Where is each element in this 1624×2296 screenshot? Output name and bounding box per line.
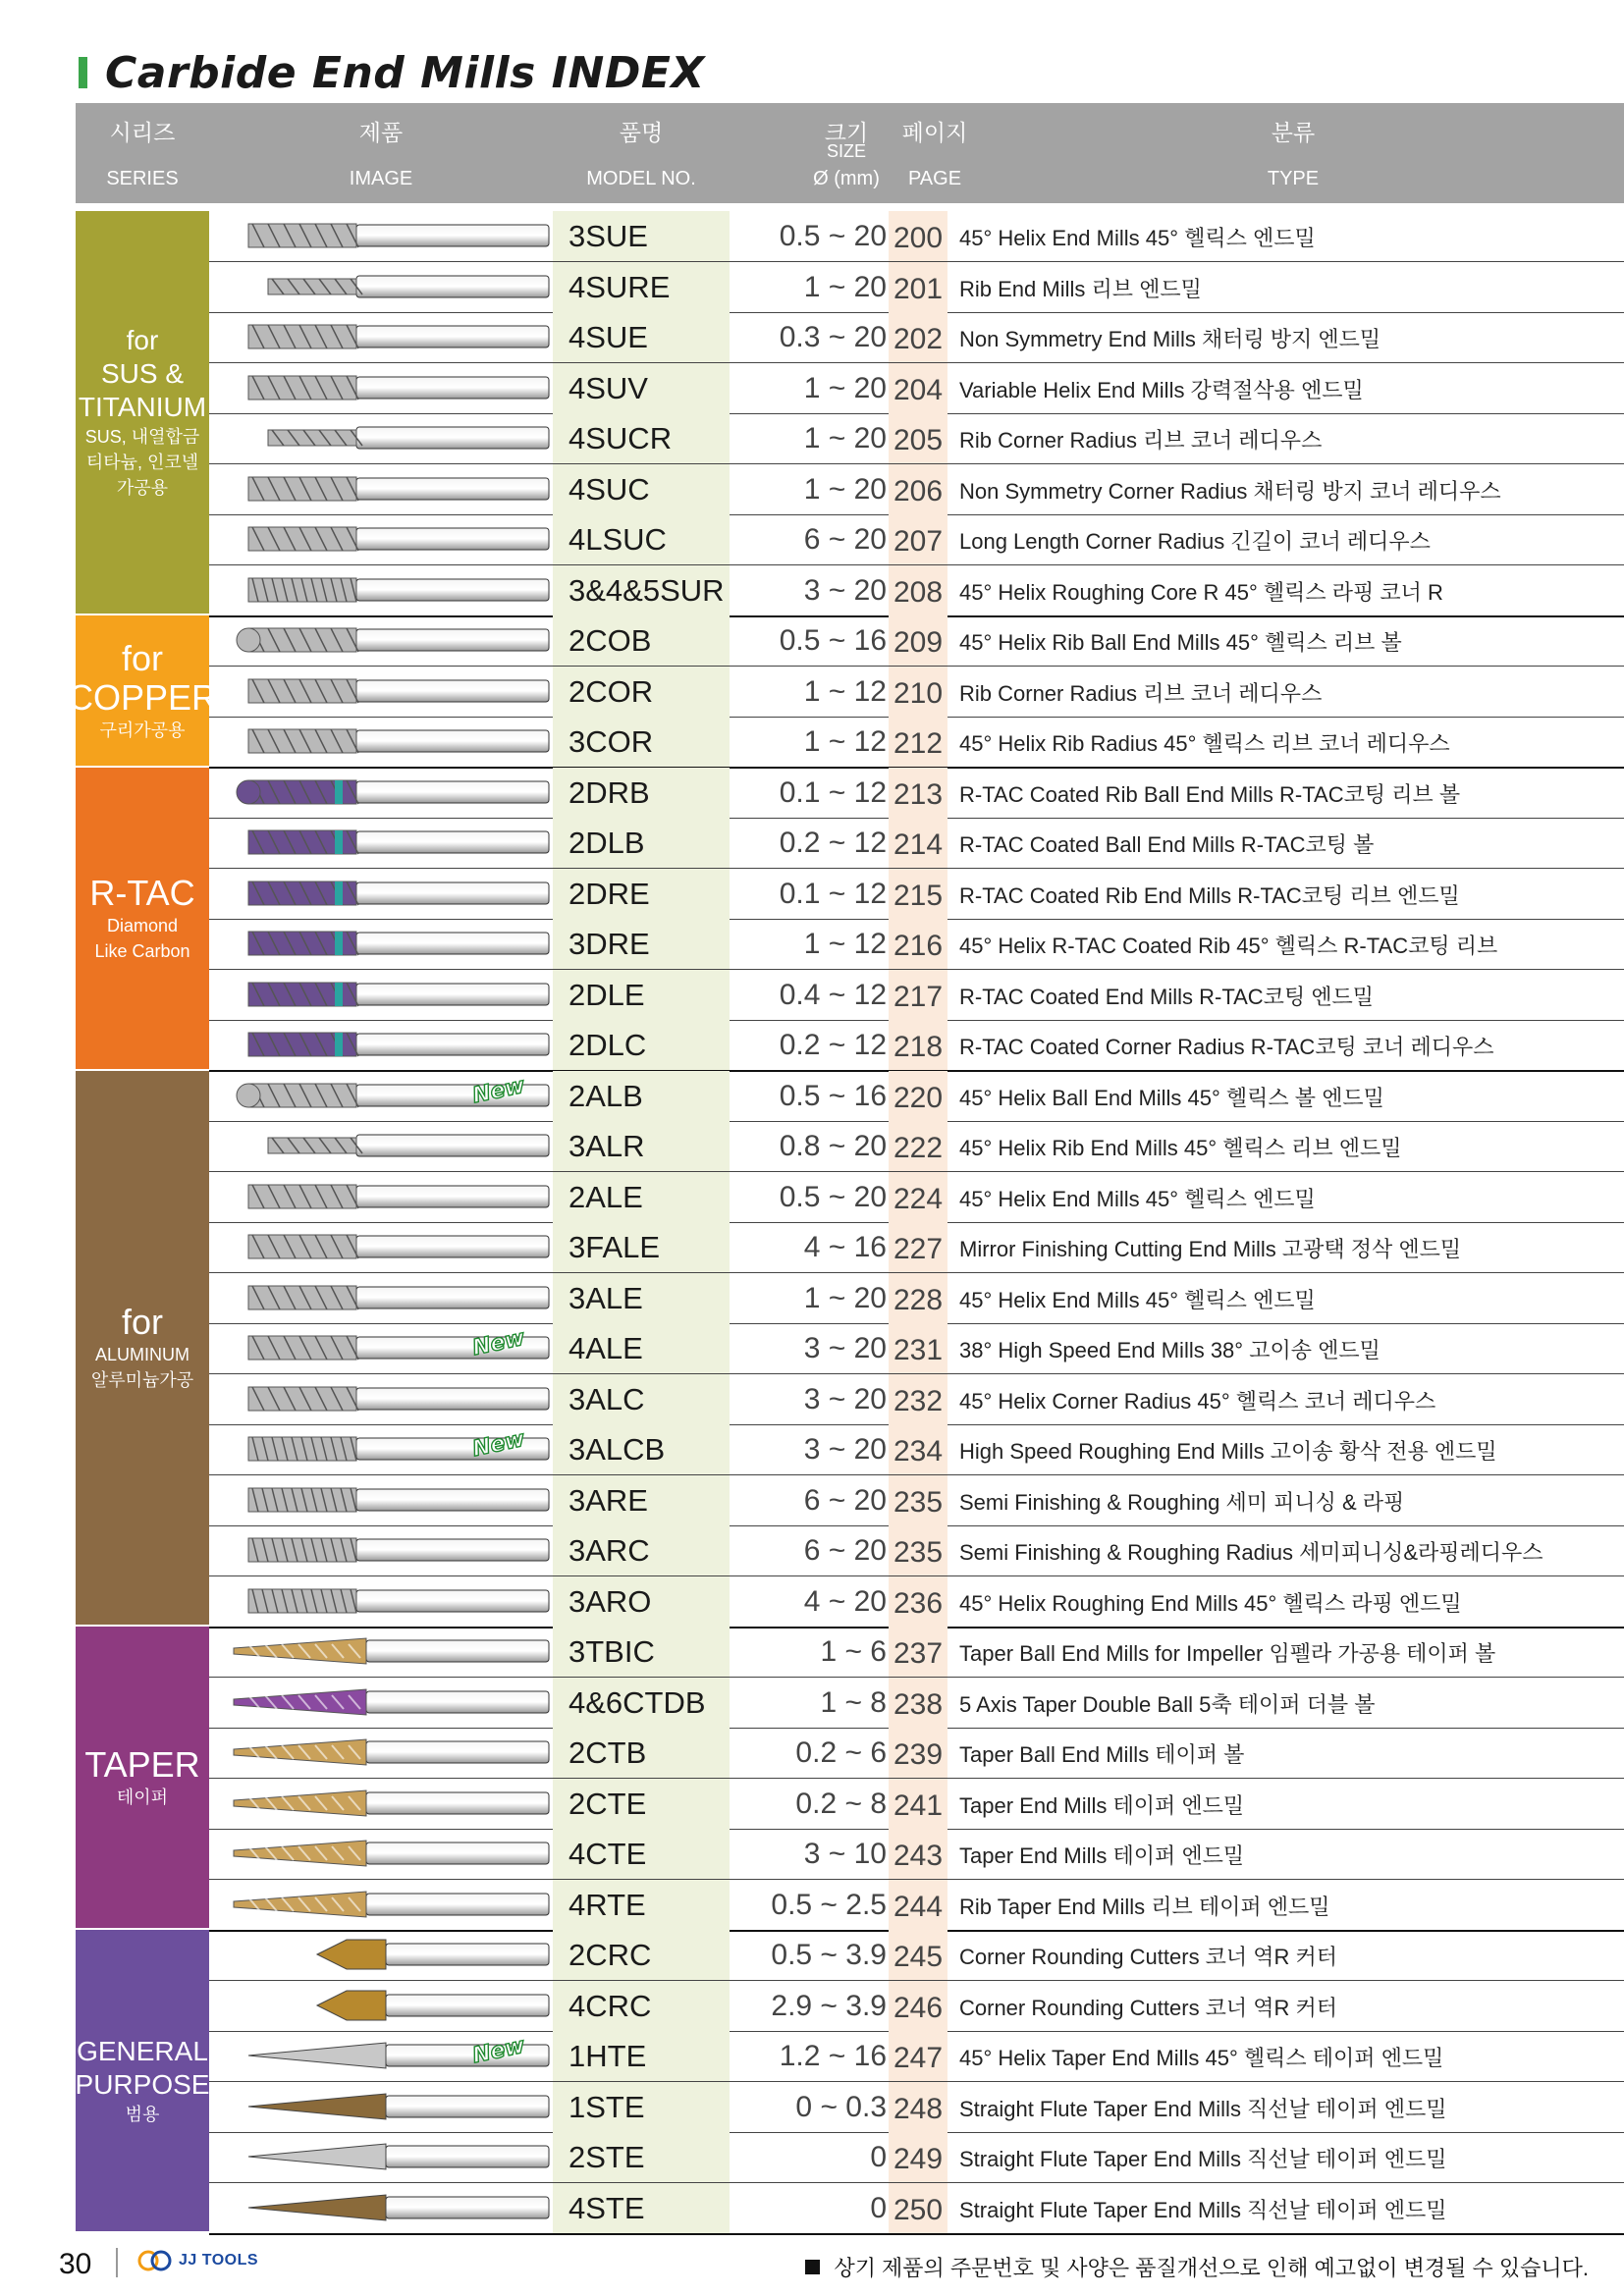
series-name: for SUS & TITANIUM (78, 325, 207, 422)
type-description: Taper End Mills 테이퍼 엔드밀 (959, 1793, 1245, 1818)
type-description: Semi Finishing & Roughing 세미 피니싱 & 라핑 (959, 1490, 1405, 1515)
model-no: 3COR (553, 717, 730, 767)
end-mill-icon (209, 514, 553, 564)
table-row[interactable] (209, 1678, 1624, 1729)
end-mill-icon (209, 211, 553, 261)
end-mill-icon (209, 717, 553, 767)
table-row[interactable] (209, 1071, 1624, 1122)
table-row[interactable] (209, 919, 1624, 970)
type-description: 45° Helix Roughing Core R 45° 헬릭스 라핑 코너 R (959, 580, 1443, 605)
table-header (76, 103, 1624, 203)
header-type (959, 103, 1624, 203)
page-number-cell[interactable]: 207 (889, 514, 947, 564)
type-description: 45° Helix End Mills 45° 헬릭스 엔드밀 (959, 226, 1316, 250)
table-row[interactable] (209, 615, 1624, 667)
company-logo (137, 2250, 258, 2271)
series-subtitle: SUS, 내열합금 티타늄, 인코넬 가공용 (84, 427, 200, 498)
series-group-5 (76, 1930, 209, 2231)
size-range: 0.5 ~ 20 (779, 220, 887, 252)
size-range: 1 ~ 12 (803, 725, 887, 758)
size-range: 0.2 ~ 8 (795, 1788, 887, 1820)
series-group-3 (76, 1071, 209, 1625)
page-number-cell[interactable]: 248 (889, 2082, 947, 2132)
type-description: Straight Flute Taper End Mills 직선날 테이퍼 엔드밀 (959, 2147, 1447, 2171)
size-range: 0.4 ~ 12 (779, 979, 887, 1011)
table-row[interactable] (209, 1930, 1624, 1981)
jj-tools-logo-icon (137, 2250, 173, 2271)
model-no: 4ALE (553, 1323, 730, 1373)
page-number-cell[interactable]: 224 (889, 1172, 947, 1222)
coated-end-mill-icon (209, 1020, 553, 1070)
table-row[interactable] (209, 1880, 1624, 1932)
series-name: for COPPER (67, 637, 218, 718)
model-no: 2DRE (553, 869, 730, 919)
table-row[interactable] (209, 413, 1624, 464)
taper-end-mill-icon (209, 1627, 553, 1677)
table-row[interactable] (209, 717, 1624, 769)
size-range: 3 ~ 10 (803, 1838, 887, 1870)
end-mill-icon (209, 312, 553, 362)
size-range: 1 ~ 12 (803, 928, 887, 960)
ball-end-mill-icon (209, 1071, 553, 1121)
end-mill-icon (209, 464, 553, 514)
page-number-cell[interactable]: 208 (889, 565, 947, 615)
size-range: 0.2 ~ 12 (779, 1029, 887, 1061)
page-number-cell[interactable]: 227 (889, 1222, 947, 1272)
taper-end-mill-icon (209, 1880, 553, 1930)
page-title: Carbide End Mills INDEX (105, 47, 705, 98)
series-name: for (121, 1302, 163, 1342)
type-description: Non Symmetry End Mills 채터링 방지 엔드밀 (959, 327, 1381, 351)
size-range: 0.2 ~ 6 (795, 1736, 887, 1769)
page-number-cell[interactable]: 235 (889, 1475, 947, 1525)
model-no: 2STE (553, 2132, 730, 2182)
taper-end-mill-icon (209, 1728, 553, 1778)
taper-end-mill-icon (209, 1829, 553, 1879)
header-page-ko: 페이지 (901, 120, 968, 145)
size-range: 1 ~ 20 (803, 1282, 887, 1314)
type-description: Variable Helix End Mills 강력절삭용 엔드밀 (959, 378, 1364, 402)
table-row[interactable] (209, 2031, 1624, 2082)
type-description: R-TAC Coated Rib Ball End Mills R-TAC코팅 리브 볼 (959, 782, 1461, 807)
type-description: R-TAC Coated Rib End Mills R-TAC코팅 리브 엔드밀 (959, 883, 1460, 908)
type-description: 45° Helix Rib End Mills 45° 헬릭스 리브 엔드밀 (959, 1136, 1402, 1160)
coated-end-mill-icon (209, 970, 553, 1020)
size-range: 0.2 ~ 12 (779, 827, 887, 859)
model-no: 2CTE (553, 1779, 730, 1829)
table-row[interactable] (209, 1020, 1624, 1072)
page-number-cell[interactable]: 244 (889, 1880, 947, 1930)
size-range: 0.3 ~ 20 (779, 321, 887, 353)
size-range: 0 (870, 2141, 887, 2173)
type-description: Long Length Corner Radius 긴길이 코너 레디우스 (959, 529, 1431, 554)
table-row[interactable] (209, 464, 1624, 515)
table-row[interactable] (209, 1829, 1624, 1880)
new-badge: New (469, 1426, 527, 1463)
size-range: 3 ~ 20 (803, 1383, 887, 1415)
type-description: 45° Helix End Mills 45° 헬릭스 엔드밀 (959, 1288, 1316, 1312)
page-number-cell[interactable]: 246 (889, 1981, 947, 2031)
type-description: Rib Corner Radius 리브 코너 레디우스 (959, 428, 1323, 453)
page-number-cell[interactable]: 215 (889, 869, 947, 919)
taper-end-mill-icon (209, 1779, 553, 1829)
page-number-cell[interactable]: 205 (889, 413, 947, 463)
end-mill-icon (209, 667, 553, 717)
type-description: Taper Ball End Mills 테이퍼 볼 (959, 1742, 1245, 1767)
logo-text: JJ TOOLS (179, 2252, 259, 2269)
table-row[interactable] (209, 1172, 1624, 1223)
model-no: 2DLE (553, 970, 730, 1020)
model-no: 4SUE (553, 312, 730, 362)
footer-note (805, 2252, 1589, 2282)
model-no: 2COB (553, 615, 730, 666)
table-row[interactable] (209, 1728, 1624, 1779)
series-name: GENERAL PURPOSE (75, 2035, 210, 2100)
header-size (792, 103, 900, 203)
size-range: 4 ~ 20 (803, 1585, 887, 1618)
header-model (553, 103, 730, 203)
type-description: Non Symmetry Corner Radius 채터링 방지 코너 레디우스 (959, 479, 1501, 504)
page-number-cell[interactable]: 232 (889, 1374, 947, 1424)
end-mill-icon (209, 1273, 553, 1323)
type-description: Mirror Finishing Cutting End Mills 고광택 정삭 엔드밀 (959, 1237, 1462, 1261)
page-number-cell[interactable]: 217 (889, 970, 947, 1020)
header-model-ko: 품명 (619, 120, 664, 145)
page-number-cell[interactable]: 201 (889, 262, 947, 312)
model-no: 3ARO (553, 1576, 730, 1627)
rib-end-mill-icon (209, 413, 553, 463)
page-number-cell[interactable]: 249 (889, 2132, 947, 2182)
table-row[interactable] (209, 2132, 1624, 2183)
model-no: 3DRE (553, 919, 730, 969)
page-number-cell[interactable]: 202 (889, 312, 947, 362)
table-row[interactable] (209, 211, 1624, 262)
title-accent-bar (79, 57, 87, 88)
table-row[interactable] (209, 2082, 1624, 2133)
table-row[interactable] (209, 1576, 1624, 1629)
size-range: 0 ~ 0.3 (795, 2091, 887, 2123)
type-description: 45° Helix Ball End Mills 45° 헬릭스 볼 엔드밀 (959, 1086, 1384, 1110)
table-row[interactable] (209, 818, 1624, 869)
size-range: 0.8 ~ 20 (779, 1130, 887, 1162)
model-no: 2ALE (553, 1172, 730, 1222)
model-no: 2CRC (553, 1930, 730, 1980)
table-row[interactable] (209, 667, 1624, 718)
size-range: 3 ~ 20 (803, 1332, 887, 1364)
page-number-cell[interactable]: 212 (889, 717, 947, 767)
table-row[interactable] (209, 1475, 1624, 1526)
type-description: Rib End Mills 리브 엔드밀 (959, 277, 1202, 301)
table-row[interactable] (209, 1121, 1624, 1172)
size-range: 1 ~ 12 (803, 675, 887, 708)
page-number-cell[interactable]: 236 (889, 1576, 947, 1627)
table-row[interactable] (209, 312, 1624, 363)
page-number-cell[interactable]: 222 (889, 1121, 947, 1171)
table-row[interactable] (209, 262, 1624, 313)
footer-note-text: 상기 제품의 주문번호 및 사양은 품질개선으로 인해 예고없이 변경될 수 있습니다. (834, 2256, 1589, 2280)
series-name: R-TAC (89, 872, 195, 913)
page-number-cell[interactable]: 216 (889, 919, 947, 969)
table-row[interactable] (209, 869, 1624, 920)
model-no: 3ARE (553, 1475, 730, 1525)
table-row[interactable] (209, 768, 1624, 819)
size-range: 6 ~ 20 (803, 523, 887, 556)
size-range: 1 ~ 20 (803, 271, 887, 303)
type-description: Taper End Mills 테이퍼 엔드밀 (959, 1843, 1245, 1868)
size-range: 1 ~ 6 (820, 1635, 887, 1668)
type-description: High Speed Roughing End Mills 고이송 황삭 전용 엔드밀 (959, 1439, 1497, 1464)
roughing-end-mill-icon (209, 1576, 553, 1627)
footer-divider (116, 2248, 118, 2277)
page-number-cell[interactable]: 204 (889, 363, 947, 413)
header-series-ko: 시리즈 (109, 120, 176, 145)
size-range: 0.5 ~ 20 (779, 1181, 887, 1213)
page-number-cell[interactable]: 238 (889, 1678, 947, 1728)
table-row[interactable] (209, 1779, 1624, 1830)
size-range: 1 ~ 20 (803, 422, 887, 454)
size-range: 0.5 ~ 3.9 (771, 1939, 887, 1971)
page-title-row (79, 47, 705, 98)
size-range: 0.5 ~ 16 (779, 624, 887, 657)
size-range: 1 ~ 8 (820, 1686, 887, 1719)
table-row[interactable] (209, 1222, 1624, 1273)
roughing-end-mill-icon (209, 1475, 553, 1525)
header-series-en: SERIES (106, 168, 179, 189)
page-number-cell[interactable]: 231 (889, 1323, 947, 1373)
series-subtitle: 범용 (125, 2104, 160, 2124)
type-description: 45° Helix Roughing End Mills 45° 헬릭스 라핑 엔드밀 (959, 1591, 1462, 1616)
table-row[interactable] (209, 1424, 1624, 1475)
coated-end-mill-icon (209, 818, 553, 868)
page-number-cell[interactable]: 218 (889, 1020, 947, 1070)
series-subtitle: 구리가공용 (99, 720, 186, 740)
size-range: 3 ~ 20 (803, 574, 887, 607)
table-row[interactable] (209, 1323, 1624, 1374)
series-group-4 (76, 1627, 209, 1928)
size-range: 0.1 ~ 12 (779, 776, 887, 809)
type-description: 45° Helix R-TAC Coated Rib 45° 헬릭스 R-TAC코팅 리브 (959, 934, 1498, 958)
model-no: 4CRC (553, 1981, 730, 2031)
page-number-cell[interactable]: 200 (889, 211, 947, 261)
model-no: 4SUCR (553, 413, 730, 463)
size-range: 6 ~ 20 (803, 1484, 887, 1517)
size-range: 0.5 ~ 2.5 (771, 1889, 887, 1921)
point-cutter-icon (209, 2082, 553, 2132)
type-description: 38° High Speed End Mills 38° 고이송 엔드밀 (959, 1338, 1380, 1362)
header-image (209, 103, 553, 203)
header-size-en: SIZE (826, 141, 866, 161)
model-no: 4SURE (553, 262, 730, 312)
header-model-en: MODEL NO. (586, 168, 696, 189)
model-no: 3FALE (553, 1222, 730, 1272)
table-row[interactable] (209, 1273, 1624, 1324)
size-range: 0.1 ~ 12 (779, 878, 887, 910)
roughing-end-mill-icon (209, 1525, 553, 1575)
corner-rounding-cutter-icon (209, 1930, 553, 1980)
type-description: R-TAC Coated End Mills R-TAC코팅 엔드밀 (959, 985, 1375, 1009)
end-mill-icon (209, 1222, 553, 1272)
corner-rounding-cutter-icon (209, 1981, 553, 2031)
header-series (76, 103, 209, 203)
table-row[interactable] (209, 363, 1624, 414)
model-no: 1STE (553, 2082, 730, 2132)
page-number-cell[interactable]: 241 (889, 1779, 947, 1829)
model-no: 2DRB (553, 768, 730, 818)
type-description: 45° Helix Taper End Mills 45° 헬릭스 테이퍼 엔드밀 (959, 2046, 1444, 2070)
model-no: 3ALCB (553, 1424, 730, 1474)
rib-end-mill-icon (209, 1121, 553, 1171)
page-number-cell[interactable]: 245 (889, 1930, 947, 1980)
table-row[interactable] (209, 2183, 1624, 2235)
header-image-en: IMAGE (349, 168, 413, 189)
page-number-cell[interactable]: 234 (889, 1424, 947, 1474)
new-badge: New (469, 1325, 527, 1362)
size-range: 1 ~ 20 (803, 473, 887, 506)
page-number-cell[interactable]: 250 (889, 2183, 947, 2233)
header-page-en: PAGE (907, 168, 962, 189)
header-image-ko: 제품 (358, 120, 404, 145)
page-number-cell[interactable]: 206 (889, 464, 947, 514)
model-no: 4CTE (553, 1829, 730, 1879)
page-number-cell[interactable]: 210 (889, 667, 947, 717)
point-cutter-icon (209, 2132, 553, 2182)
model-no: 4RTE (553, 1880, 730, 1930)
model-no: 3ALR (553, 1121, 730, 1171)
coated-ball-end-mill-icon (209, 768, 553, 818)
ball-end-mill-icon (209, 615, 553, 666)
series-subtitle: 테이퍼 (116, 1787, 169, 1807)
size-range: 3 ~ 20 (803, 1433, 887, 1466)
table-row[interactable] (209, 1627, 1624, 1678)
coated-end-mill-icon (209, 869, 553, 919)
size-range: 2.9 ~ 3.9 (771, 1990, 887, 2022)
type-description: Corner Rounding Cutters 코너 역R 커터 (959, 1996, 1338, 2020)
page-number-cell[interactable]: 220 (889, 1071, 947, 1121)
series-subtitle: ALUMINUM 알루미늄가공 (90, 1345, 194, 1390)
table-row[interactable] (209, 1525, 1624, 1576)
page-number-cell[interactable]: 243 (889, 1829, 947, 1879)
type-description: R-TAC Coated Corner Radius R-TAC코팅 코너 레디우스 (959, 1035, 1494, 1059)
series-group-1 (67, 615, 218, 766)
type-description: Rib Taper End Mills 리브 테이퍼 엔드밀 (959, 1895, 1330, 1919)
type-description: 5 Axis Taper Double Ball 5축 테이퍼 더블 볼 (959, 1692, 1376, 1717)
type-description: 45° Helix Rib Ball End Mills 45° 헬릭스 리브 볼 (959, 630, 1402, 655)
model-no: 1HTE (553, 2031, 730, 2081)
size-range: 6 ~ 20 (803, 1534, 887, 1567)
type-description: Semi Finishing & Roughing Radius 세미피니싱&라핑레디우스 (959, 1540, 1543, 1565)
new-badge: New (469, 1073, 527, 1109)
model-no: 3&4&5SUR (553, 565, 730, 615)
header-type-en: TYPE (1267, 168, 1320, 189)
type-description: R-TAC Coated Ball End Mills R-TAC코팅 볼 (959, 832, 1375, 857)
point-cutter-icon (209, 2183, 553, 2233)
page-number-cell[interactable]: 239 (889, 1728, 947, 1778)
table-row[interactable] (209, 1374, 1624, 1425)
header-size-unit: Ø (mm) (813, 168, 880, 189)
coated-taper-end-mill-icon (209, 1678, 553, 1728)
model-no: 3ALC (553, 1374, 730, 1424)
series-subtitle: Diamond Like Carbon (94, 915, 190, 961)
end-mill-icon (209, 363, 553, 413)
page-number-cell[interactable]: 214 (889, 818, 947, 868)
coated-end-mill-icon (209, 919, 553, 969)
page-number-cell[interactable]: 209 (889, 615, 947, 666)
type-description: 45° Helix End Mills 45° 헬릭스 엔드밀 (959, 1187, 1316, 1211)
header-type-ko: 분류 (1271, 120, 1316, 145)
page-number-cell[interactable]: 228 (889, 1273, 947, 1323)
type-description: Straight Flute Taper End Mills 직선날 테이퍼 엔드밀 (959, 2198, 1447, 2222)
point-cutter-icon (209, 2031, 553, 2081)
type-description: Rib Corner Radius 리브 코너 레디우스 (959, 681, 1323, 706)
header-size-ko: 크기 (824, 120, 869, 145)
size-range: 0.5 ~ 16 (779, 1080, 887, 1112)
size-range: 4 ~ 16 (803, 1231, 887, 1263)
model-no: 4LSUC (553, 514, 730, 564)
model-no: 4SUC (553, 464, 730, 514)
type-description: 45° Helix Rib Radius 45° 헬릭스 리브 코너 레디우스 (959, 731, 1450, 756)
type-description: Corner Rounding Cutters 코너 역R 커터 (959, 1945, 1338, 1969)
model-no: 2COR (553, 667, 730, 717)
size-range: 0 (870, 2192, 887, 2224)
new-badge: New (469, 2033, 527, 2069)
page-number-cell[interactable]: 213 (889, 768, 947, 818)
model-no: 2ALB (553, 1071, 730, 1121)
table-row[interactable] (209, 1981, 1624, 2032)
model-no: 4SUV (553, 363, 730, 413)
page-number-cell[interactable]: 235 (889, 1525, 947, 1575)
model-no: 3ALE (553, 1273, 730, 1323)
model-no: 4&6CTDB (553, 1678, 730, 1728)
type-description: Straight Flute Taper End Mills 직선날 테이퍼 엔드밀 (959, 2097, 1447, 2121)
model-no: 3ARC (553, 1525, 730, 1575)
page-number-cell[interactable]: 237 (889, 1627, 947, 1677)
table-row[interactable] (209, 565, 1624, 617)
model-no: 4STE (553, 2183, 730, 2233)
end-mill-icon (209, 1323, 553, 1373)
series-group-2 (76, 768, 209, 1069)
page-number-cell[interactable]: 247 (889, 2031, 947, 2081)
model-no: 2DLC (553, 1020, 730, 1070)
end-mill-icon (209, 1172, 553, 1222)
roughing-end-mill-icon (209, 565, 553, 615)
size-range: 1 ~ 20 (803, 372, 887, 404)
table-row[interactable] (209, 514, 1624, 565)
model-no: 3TBIC (553, 1627, 730, 1677)
model-no: 2CTB (553, 1728, 730, 1778)
series-group-0 (76, 211, 209, 614)
note-bullet-icon (805, 2260, 820, 2274)
size-range: 1.2 ~ 16 (779, 2040, 887, 2072)
rib-end-mill-icon (209, 262, 553, 312)
type-description: Taper Ball End Mills for Impeller 임펠라 가공용 테이퍼 볼 (959, 1641, 1496, 1666)
roughing-end-mill-icon (209, 1424, 553, 1474)
table-row[interactable] (209, 970, 1624, 1021)
model-no: 3SUE (553, 211, 730, 261)
end-mill-icon (209, 1374, 553, 1424)
model-no: 2DLB (553, 818, 730, 868)
type-description: 45° Helix Corner Radius 45° 헬릭스 코너 레디우스 (959, 1389, 1436, 1414)
series-name: TAPER (84, 1743, 200, 1785)
page-number: 30 (59, 2248, 92, 2280)
